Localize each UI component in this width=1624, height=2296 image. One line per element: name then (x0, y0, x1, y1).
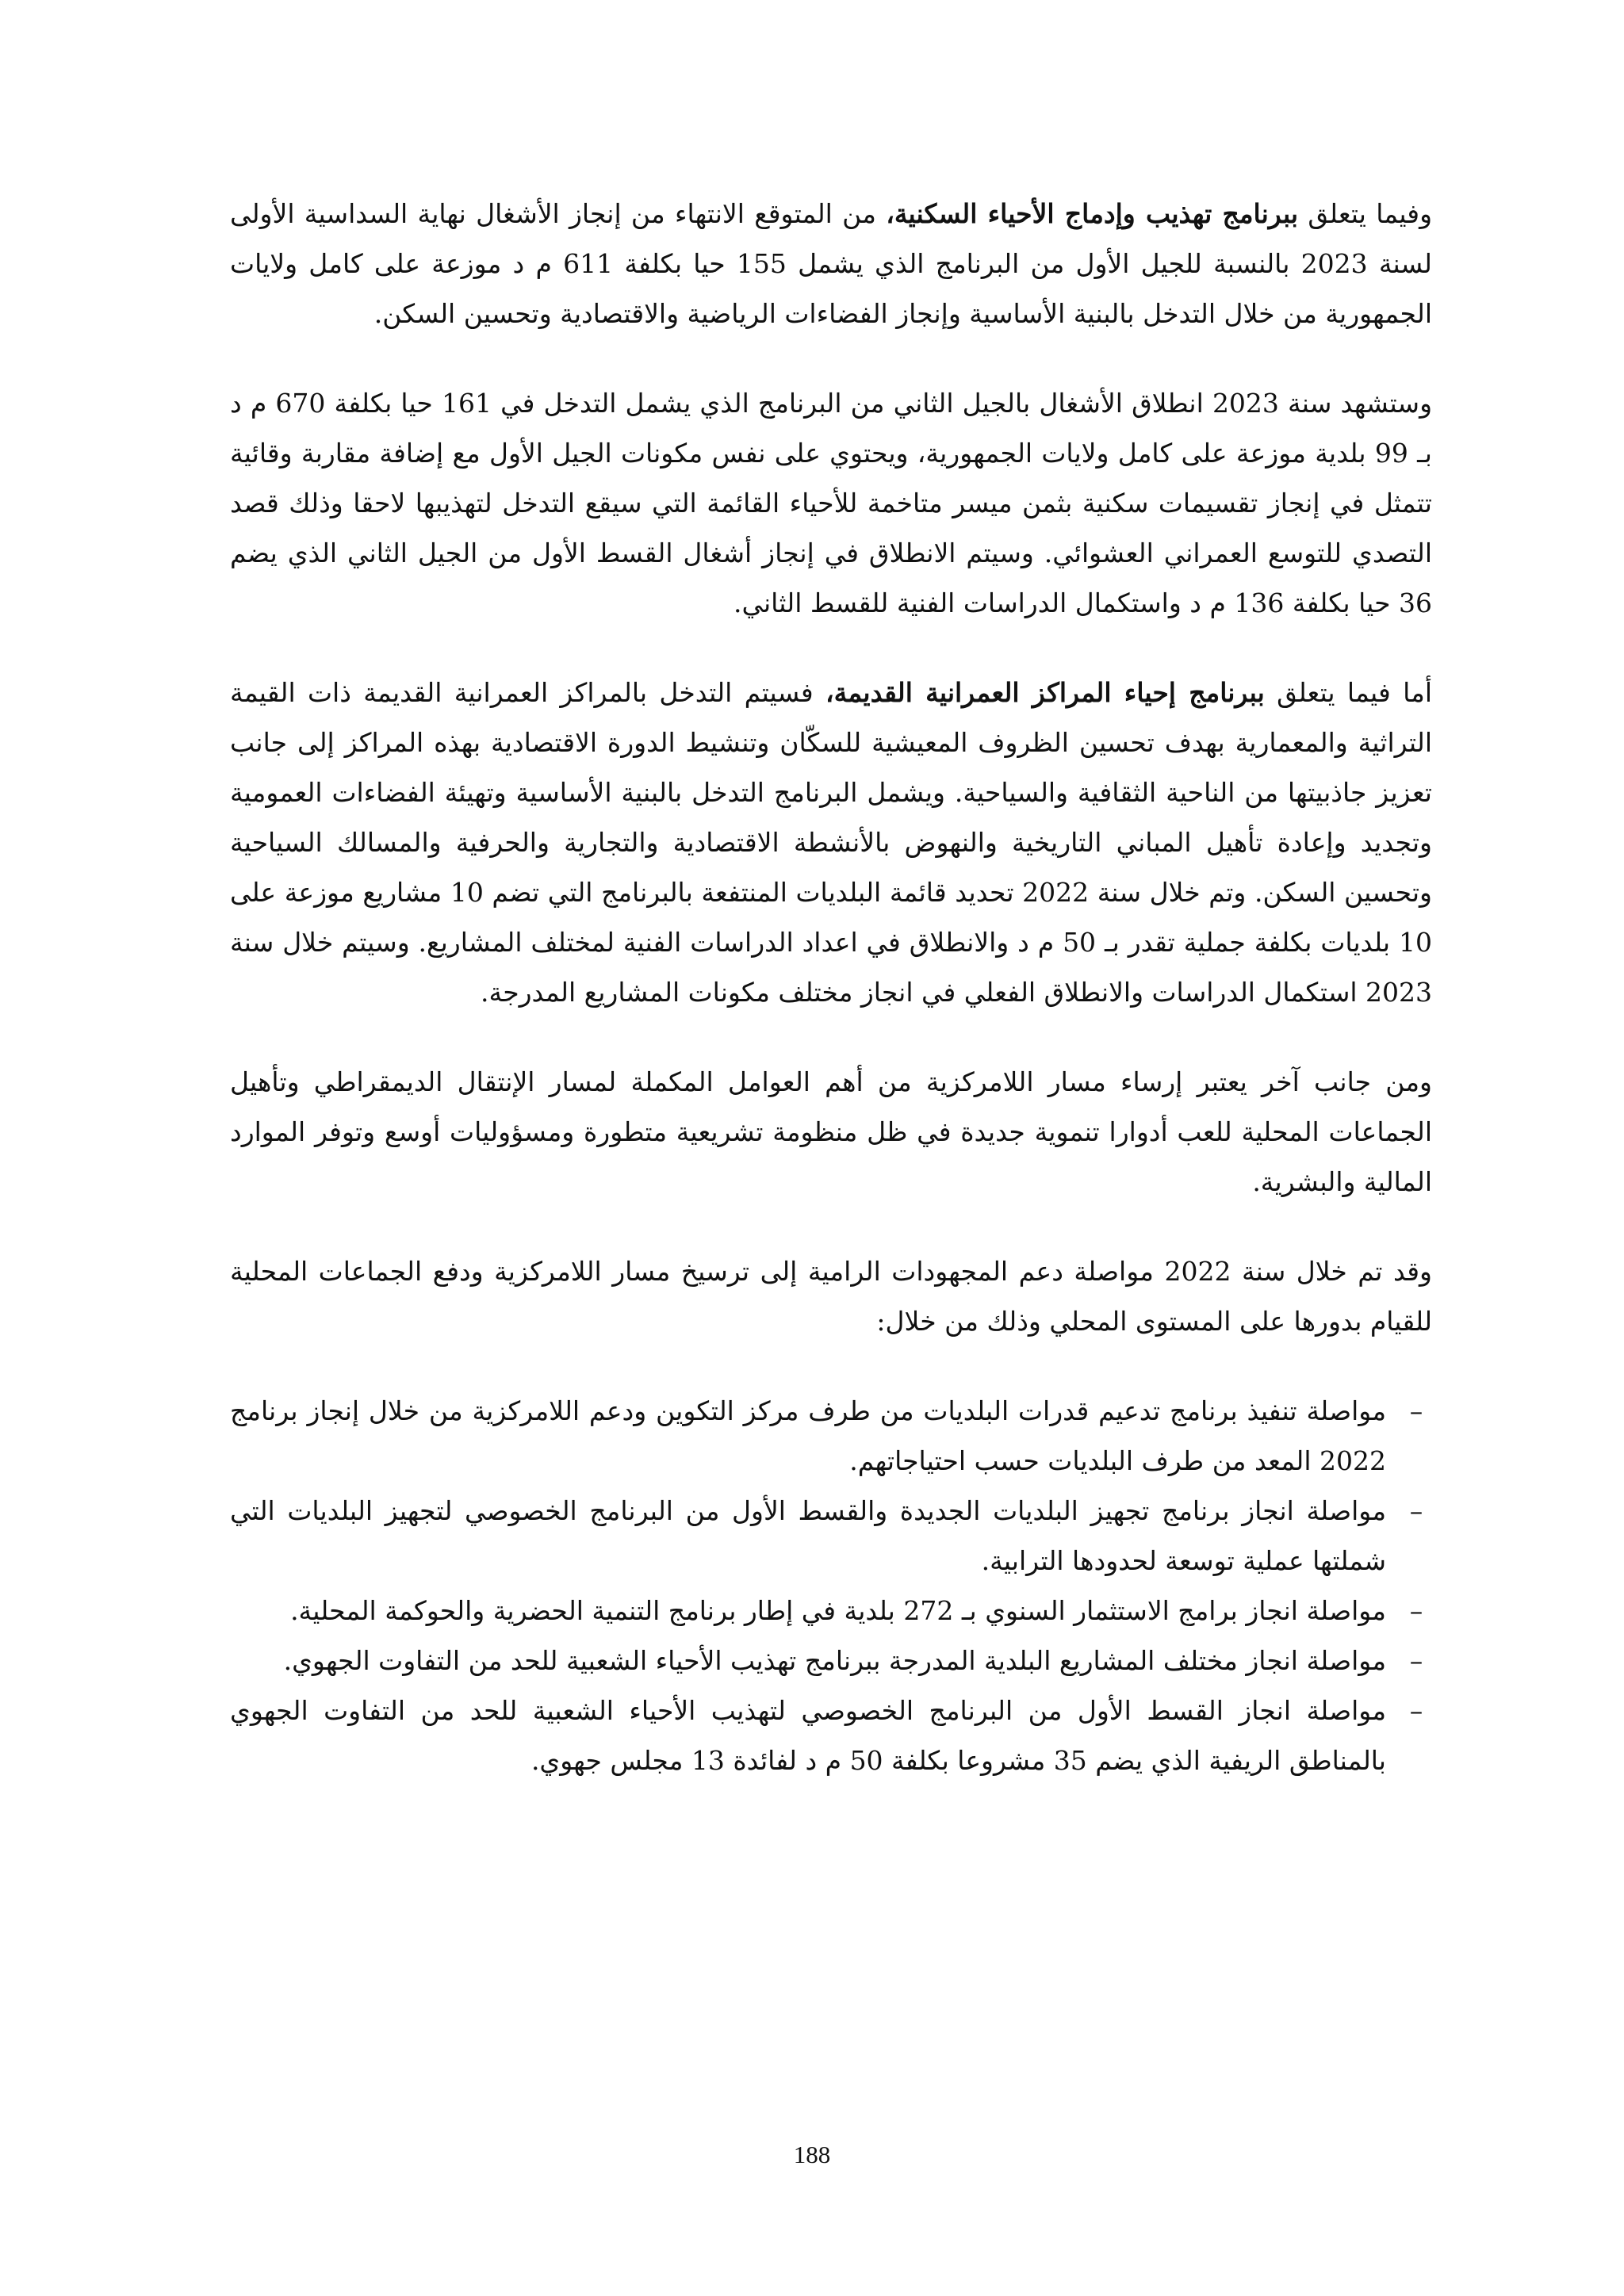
page-content (230, 189, 1432, 1785)
list-item (230, 1686, 1432, 1785)
paragraph-efforts-intro: وقد تم خلال سنة 2022 مواصلة دعم المجهودات الرامية إلى ترسيخ مسار اللامركزية ودفع الجماعات المحلية للقيام بدورها على المستوى المحلي وذلك من خلال: (230, 1256, 1432, 1337)
bullet-dash: – (1409, 1595, 1423, 1626)
list-item-text: مواصلة انجاز برامج الاستثمار السنوي بـ 272 بلدية في إطار برنامج التنمية الحضرية والحوكمة المحلية. (290, 1595, 1386, 1626)
list-item (230, 1386, 1432, 1486)
paragraph-decentralization: ومن جانب آخر يعتبر إرساء مسار اللامركزية من أهم العوامل المكملة لمسار الإنتقال الديمقراطي وتأهيل الجماعات المحلية للعب أدوارا تنموية جديدة في ظل منظومة تشريعية متطورة ومسؤوليات أوسع وتوفر الموارد المالية والبشرية. (230, 1066, 1432, 1197)
bullet-dash: – (1409, 1645, 1423, 1676)
list-item (230, 1586, 1432, 1636)
paragraph-body-text: فسيتم التدخل بالمراكز العمرانية القديمة ذات القيمة التراثية والمعمارية بهدف تحسين الظروف المعيشية للسكّان وتنشيط الدورة الاقتصادية بهذه المراكز إلى جانب تعزيز جاذبيتها من الناحية الثقافية والسياحية. ويشمل البرنامج التدخل بالبنية الأساسية وتهيئة الفضاءات العمومية وتجديد وإعادة تأهيل المباني التاريخية والنهوض بالأنشطة الاقتصادية والتجارية والحرفية والمسالك السياحية وتحسين السكن. وتم خلال سنة 2022 تحديد قائمة البلديات المنتفعة بالبرنامج التي تضم 10 مشاريع موزعة على 10 بلديات بكلفة جملية تقدر بـ 50 م د والانطلاق في اعداد الدراسات الفنية لمختلف المشاريع. وسيتم خلال سنة 2023 استكمال الدراسات والانطلاق الفعلي في انجاز مختلف مكونات المشاريع المدرجة. (230, 677, 1433, 1008)
bullet-dash: – (1409, 1495, 1423, 1526)
list-item-text: مواصلة انجاز القسط الأول من البرنامج الخصوصي لتهذيب الأحياء الشعبية للحد من التفاوت الجهوي بالمناطق الريفية الذي يضم 35 مشروعا بكلفة 50 م د لفائدة 13 مجلس جهوي. (230, 1695, 1386, 1776)
program-name-bold: ببرنامج تهذيب وإدماج الأحياء السكنية، (886, 198, 1299, 229)
list-item-text: مواصلة انجاز برنامج تجهيز البلديات الجديدة والقسط الأول من البرنامج الخصوصي لتجهيز البلديات التي شملتها عملية توسعة لحدودها الترابية. (230, 1495, 1386, 1576)
paragraph-body-text: من المتوقع الانتهاء من إنجاز الأشغال نهاية السداسية الأولى لسنة 2023 بالنسبة للجيل الأول من البرنامج الذي يشمل 155 حيا بكلفة 611 م د موزعة على كامل ولايات الجمهورية من خلال التدخل بالبنية الأساسية وإنجاز الفضاءات الرياضية والاقتصادية وتحسين السكن. (230, 198, 1432, 329)
program-name-bold: ببرنامج إحياء المراكز العمرانية القديمة، (825, 677, 1265, 708)
paragraph-second-generation: وستشهد سنة 2023 انطلاق الأشغال بالجيل الثاني من البرنامج الذي يشمل التدخل في 161 حيا بكلفة 670 م د بـ 99 بلدية موزعة على كامل ولايات الجمهورية، ويحتوي على نفس مكونات الجيل الأول مع إضافة مقاربة وقائية تتمثل في إنجاز تقسيمات سكنية بثمن ميسر متاخمة للأحياء القائمة التي سيقع التدخل لتهذيبها لاحقا وذلك قصد التصدي للتوسع العمراني العشوائي. وسيتم الانطلاق في إنجاز أشغال القسط الأول من الجيل الثاني الذي يضم 36 حيا بكلفة 136 م د واستكمال الدراسات الفنية للقسط الثاني. (230, 388, 1433, 618)
list-item-text: مواصلة تنفيذ برنامج تدعيم قدرات البلديات من طرف مركز التكوين ودعم اللامركزية من خلال إنجاز برنامج 2022 المعد من طرف البلديات حسب احتياجاتهم. (230, 1395, 1386, 1476)
bullet-dash: – (1409, 1695, 1423, 1726)
list-item-text: مواصلة انجاز مختلف المشاريع البلدية المدرجة ببرنامج تهذيب الأحياء الشعبية للحد من التفاوت الجهوي. (283, 1645, 1386, 1676)
list-item (230, 1486, 1432, 1586)
bullet-list (230, 1386, 1432, 1785)
bullet-dash: – (1409, 1395, 1423, 1426)
paragraph-intro-text: أما فيما يتعلق (1264, 677, 1432, 708)
page-number: 188 (793, 2141, 831, 2168)
paragraph-upgrading-program (230, 189, 1432, 339)
paragraph-old-centers-program (230, 668, 1432, 1017)
list-item (230, 1636, 1432, 1686)
paragraph-intro-text: وفيما يتعلق (1298, 198, 1433, 229)
